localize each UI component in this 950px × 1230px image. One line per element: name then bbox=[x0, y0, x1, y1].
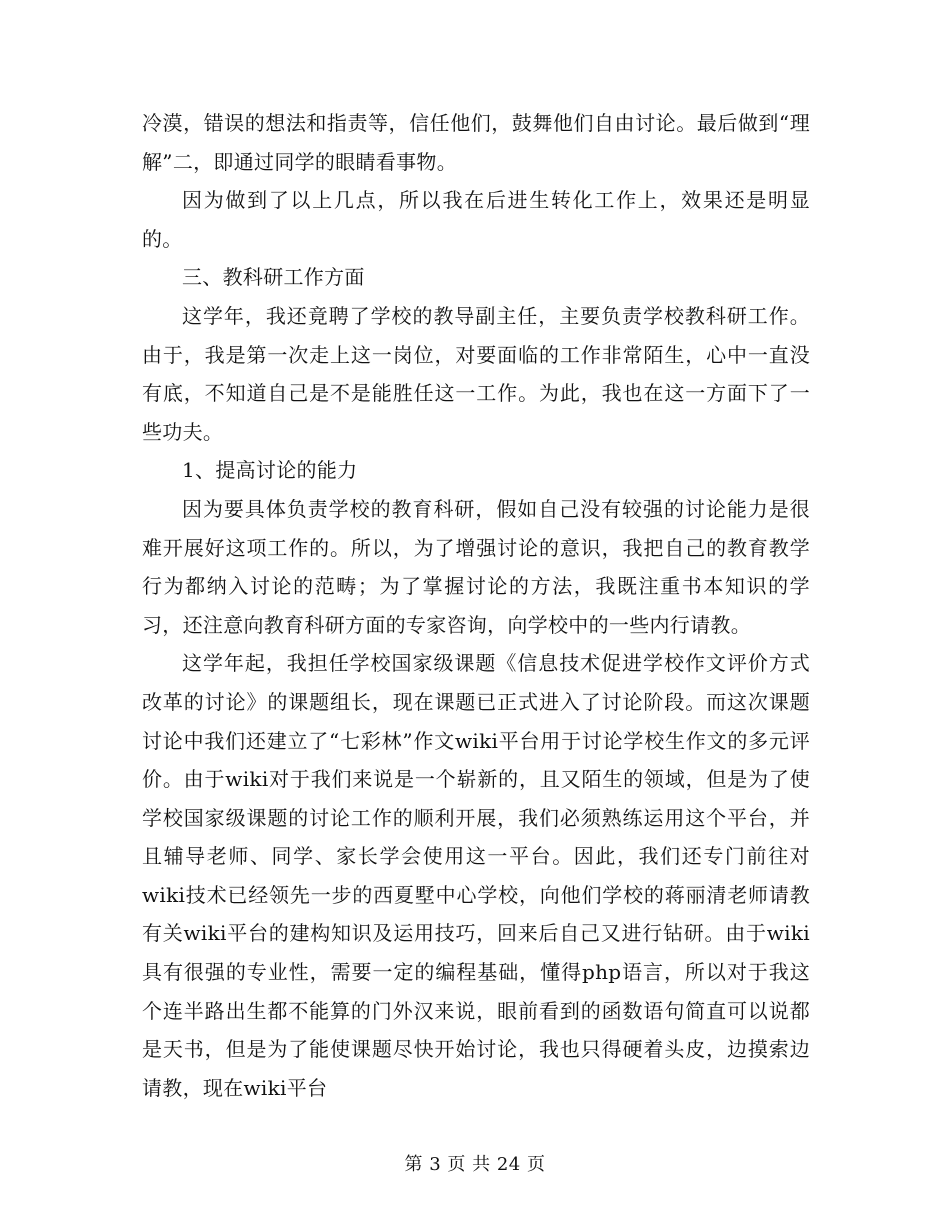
paragraph-5: 这学年起，我担任学校国家级课题《信息技术促进学校作文评价方式改革的讨论》的课题组长，现在课题已正式进入了讨论阶段。而这次课题讨论中我们还建立了“七彩林”作文wiki平台用于讨论学校生作文的多元评价。由于wiki对于我们来说是一个崭新的，且又陌生的领域，但是为了使学校国家级课题的讨论工作的顺利开展，我们必须熟练运用这个平台，并且辅导老师、同学、家长学会使用这一平台。因此，我们还专门前往对wiki技术已经领先一步的西夏墅中心学校，向他们学校的蒋丽清老师请教有关wiki平台的建构知识及运用技巧，回来后自己又进行钻研。由于wiki具有很强的专业性，需要一定的编程基础，懂得php语言，所以对于我这个连半路出生都不能算的门外汉来说，眼前看到的函数语句简直可以说都是天书，但是为了能使课题尽快开始讨论，我也只得硬着头皮，边摸索边请教，现在wiki平台 bbox=[142, 651, 810, 1100]
paragraph-3: 这学年，我还竟聘了学校的教导副主任，主要负责学校教科研工作。由于，我是第一次走上这一岗位，对要面临的工作非常陌生，心中一直没有底，不知道自己是不是能胜任这一工作。为此，我也在这一方面下了一些功夫。 bbox=[142, 303, 810, 444]
paragraph-1: 冷漠，错误的想法和指责等，信任他们，鼓舞他们自由讨论。最后做到“理解”二，即通过同学的眼睛看事物。 bbox=[142, 111, 810, 174]
subsection-heading: 1、提高讨论的能力 bbox=[182, 458, 358, 483]
section-heading: 三、教科研工作方面 bbox=[182, 265, 365, 290]
body-text bbox=[142, 104, 810, 1107]
page-number-label: 第 3 页 共 24 页 bbox=[404, 1154, 546, 1175]
paragraph-4: 因为要具体负责学校的教育科研，假如自己没有较强的讨论能力是很难开展好这项工作的。所以，为了增强讨论的意识，我把自己的教育教学行为都纳入讨论的范畴；为了掌握讨论的方法，我既注重书本知识的学习，还注意向教育科研方面的专家咨询，向学校中的一些内行请教。 bbox=[142, 496, 810, 637]
paragraph-2: 因为做到了以上几点，所以我在后进生转化工作上，效果还是明显的。 bbox=[142, 188, 810, 251]
page-footer bbox=[0, 1153, 950, 1177]
